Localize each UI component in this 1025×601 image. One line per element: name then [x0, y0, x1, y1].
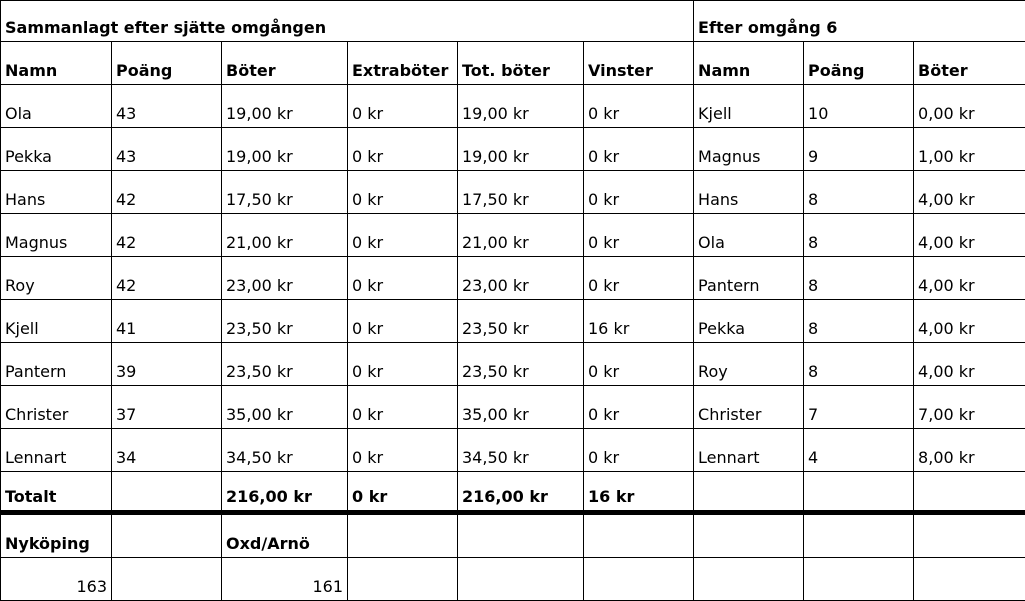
totals-row: [1, 472, 1025, 513]
cell-extraboter[interactable]: 0 kr: [348, 214, 458, 257]
cell-vinster[interactable]: 0 kr: [584, 429, 694, 472]
cell-right-boter[interactable]: 4,00 kr: [914, 214, 1025, 257]
cell-extraboter[interactable]: 0 kr: [348, 429, 458, 472]
empty-cell[interactable]: [348, 513, 458, 558]
empty-cell[interactable]: [348, 558, 458, 601]
cell-poang[interactable]: 39: [112, 343, 222, 386]
cell-extraboter[interactable]: 0 kr: [348, 343, 458, 386]
cell-extraboter[interactable]: 0 kr: [348, 171, 458, 214]
cell-poang[interactable]: 42: [112, 214, 222, 257]
cell-tot-boter[interactable]: 23,50 kr: [458, 300, 584, 343]
cell-extraboter[interactable]: 0 kr: [348, 386, 458, 429]
cell-right-namn[interactable]: Lennart: [694, 429, 804, 472]
table-row: [1, 386, 1025, 429]
cell-right-poang[interactable]: 8: [804, 214, 914, 257]
cell-vinster[interactable]: 0 kr: [584, 386, 694, 429]
cell-tot-boter[interactable]: 23,00 kr: [458, 257, 584, 300]
cell-vinster[interactable]: 0 kr: [584, 214, 694, 257]
cell-right-boter[interactable]: 7,00 kr: [914, 386, 1025, 429]
cell-vinster[interactable]: 16 kr: [584, 300, 694, 343]
empty-cell[interactable]: [584, 513, 694, 558]
cell-right-namn[interactable]: Ola: [694, 214, 804, 257]
totals-empty-3[interactable]: [914, 472, 1025, 513]
cell-boter[interactable]: 23,50 kr: [222, 343, 348, 386]
empty-cell[interactable]: [112, 513, 222, 558]
cell-right-boter[interactable]: 4,00 kr: [914, 257, 1025, 300]
cell-namn[interactable]: Hans: [1, 171, 112, 214]
cell-right-boter[interactable]: 1,00 kr: [914, 128, 1025, 171]
cell-right-namn[interactable]: Hans: [694, 171, 804, 214]
cell-poang[interactable]: 42: [112, 257, 222, 300]
cell-poang[interactable]: 43: [112, 128, 222, 171]
cell-poang[interactable]: 37: [112, 386, 222, 429]
cell-tot-boter[interactable]: 19,00 kr: [458, 128, 584, 171]
cell-extraboter[interactable]: 0 kr: [348, 128, 458, 171]
header-vinster[interactable]: Vinster: [584, 42, 694, 85]
cell-right-namn[interactable]: Christer: [694, 386, 804, 429]
team2-name[interactable]: Oxd/Arnö: [222, 513, 348, 558]
cell-namn[interactable]: Pekka: [1, 128, 112, 171]
title-row: [1, 1, 1025, 42]
team-score-row: [1, 558, 1025, 601]
table-row: [1, 171, 1025, 214]
header-right-namn[interactable]: Namn: [694, 42, 804, 85]
cell-tot-boter[interactable]: 19,00 kr: [458, 85, 584, 128]
totals-boter[interactable]: 216,00 kr: [222, 472, 348, 513]
cell-extraboter[interactable]: 0 kr: [348, 85, 458, 128]
table-row: [1, 128, 1025, 171]
cell-right-boter[interactable]: 4,00 kr: [914, 343, 1025, 386]
header-namn[interactable]: Namn: [1, 42, 112, 85]
cell-right-poang[interactable]: 4: [804, 429, 914, 472]
totals-vinster[interactable]: 16 kr: [584, 472, 694, 513]
cell-namn[interactable]: Pantern: [1, 343, 112, 386]
cell-right-poang[interactable]: 7: [804, 386, 914, 429]
totals-extraboter[interactable]: 0 kr: [348, 472, 458, 513]
totals-empty-2[interactable]: [804, 472, 914, 513]
empty-cell[interactable]: [804, 558, 914, 601]
cell-right-namn[interactable]: Kjell: [694, 85, 804, 128]
team2-score[interactable]: 161: [222, 558, 348, 601]
cell-right-boter[interactable]: 8,00 kr: [914, 429, 1025, 472]
totals-label[interactable]: Totalt: [1, 472, 112, 513]
cell-namn[interactable]: Ola: [1, 85, 112, 128]
cell-vinster[interactable]: 0 kr: [584, 85, 694, 128]
cell-boter[interactable]: 19,00 kr: [222, 85, 348, 128]
left-section-title[interactable]: Sammanlagt efter sjätte omgången: [1, 1, 694, 42]
cell-tot-boter[interactable]: 35,00 kr: [458, 386, 584, 429]
cell-poang[interactable]: 42: [112, 171, 222, 214]
cell-namn[interactable]: Kjell: [1, 300, 112, 343]
empty-cell[interactable]: [112, 558, 222, 601]
cell-vinster[interactable]: 0 kr: [584, 257, 694, 300]
empty-cell[interactable]: [584, 558, 694, 601]
header-right-poang[interactable]: Poäng: [804, 42, 914, 85]
totals-tot-boter[interactable]: 216,00 kr: [458, 472, 584, 513]
cell-right-namn[interactable]: Pekka: [694, 300, 804, 343]
empty-cell[interactable]: [694, 558, 804, 601]
cell-right-boter[interactable]: 4,00 kr: [914, 171, 1025, 214]
cell-right-namn[interactable]: Roy: [694, 343, 804, 386]
team1-score[interactable]: 163: [1, 558, 112, 601]
empty-cell[interactable]: [694, 513, 804, 558]
header-tot-boter[interactable]: Tot. böter: [458, 42, 584, 85]
header-row: [1, 42, 1025, 85]
cell-right-boter[interactable]: 0,00 kr: [914, 85, 1025, 128]
team-label-row: [1, 513, 1025, 558]
table-row: [1, 429, 1025, 472]
totals-empty-1[interactable]: [694, 472, 804, 513]
cell-right-poang[interactable]: 8: [804, 171, 914, 214]
cell-namn[interactable]: Lennart: [1, 429, 112, 472]
cell-namn[interactable]: Christer: [1, 386, 112, 429]
cell-boter[interactable]: 19,00 kr: [222, 128, 348, 171]
right-section-title[interactable]: Efter omgång 6: [694, 1, 1025, 42]
table-row: [1, 343, 1025, 386]
cell-poang[interactable]: 34: [112, 429, 222, 472]
cell-extraboter[interactable]: 0 kr: [348, 257, 458, 300]
cell-namn[interactable]: Magnus: [1, 214, 112, 257]
empty-cell[interactable]: [458, 558, 584, 601]
table-row: [1, 214, 1025, 257]
cell-boter[interactable]: 23,50 kr: [222, 300, 348, 343]
empty-cell[interactable]: [914, 558, 1025, 601]
cell-tot-boter[interactable]: 34,50 kr: [458, 429, 584, 472]
empty-cell[interactable]: [914, 513, 1025, 558]
empty-cell[interactable]: [458, 513, 584, 558]
cell-right-poang[interactable]: 8: [804, 343, 914, 386]
cell-boter[interactable]: 21,00 kr: [222, 214, 348, 257]
cell-right-namn[interactable]: Pantern: [694, 257, 804, 300]
header-extraboter[interactable]: Extraböter: [348, 42, 458, 85]
cell-vinster[interactable]: 0 kr: [584, 171, 694, 214]
cell-tot-boter[interactable]: 17,50 kr: [458, 171, 584, 214]
team1-name[interactable]: Nyköping: [1, 513, 112, 558]
cell-right-boter[interactable]: 4,00 kr: [914, 300, 1025, 343]
table-row: [1, 85, 1025, 128]
cell-extraboter[interactable]: 0 kr: [348, 300, 458, 343]
header-right-boter[interactable]: Böter: [914, 42, 1025, 85]
header-poang[interactable]: Poäng: [112, 42, 222, 85]
cell-boter[interactable]: 34,50 kr: [222, 429, 348, 472]
cell-tot-boter[interactable]: 23,50 kr: [458, 343, 584, 386]
header-boter[interactable]: Böter: [222, 42, 348, 85]
totals-poang-empty[interactable]: [112, 472, 222, 513]
cell-right-poang[interactable]: 8: [804, 300, 914, 343]
cell-boter[interactable]: 17,50 kr: [222, 171, 348, 214]
cell-boter[interactable]: 35,00 kr: [222, 386, 348, 429]
table-row: [1, 300, 1025, 343]
cell-right-poang[interactable]: 10: [804, 85, 914, 128]
cell-right-namn[interactable]: Magnus: [694, 128, 804, 171]
cell-poang[interactable]: 41: [112, 300, 222, 343]
cell-tot-boter[interactable]: 21,00 kr: [458, 214, 584, 257]
cell-poang[interactable]: 43: [112, 85, 222, 128]
cell-boter[interactable]: 23,00 kr: [222, 257, 348, 300]
cell-right-poang[interactable]: 8: [804, 257, 914, 300]
empty-cell[interactable]: [804, 513, 914, 558]
cell-vinster[interactable]: 0 kr: [584, 343, 694, 386]
cell-vinster[interactable]: 0 kr: [584, 128, 694, 171]
table-row: [1, 257, 1025, 300]
cell-namn[interactable]: Roy: [1, 257, 112, 300]
cell-right-poang[interactable]: 9: [804, 128, 914, 171]
